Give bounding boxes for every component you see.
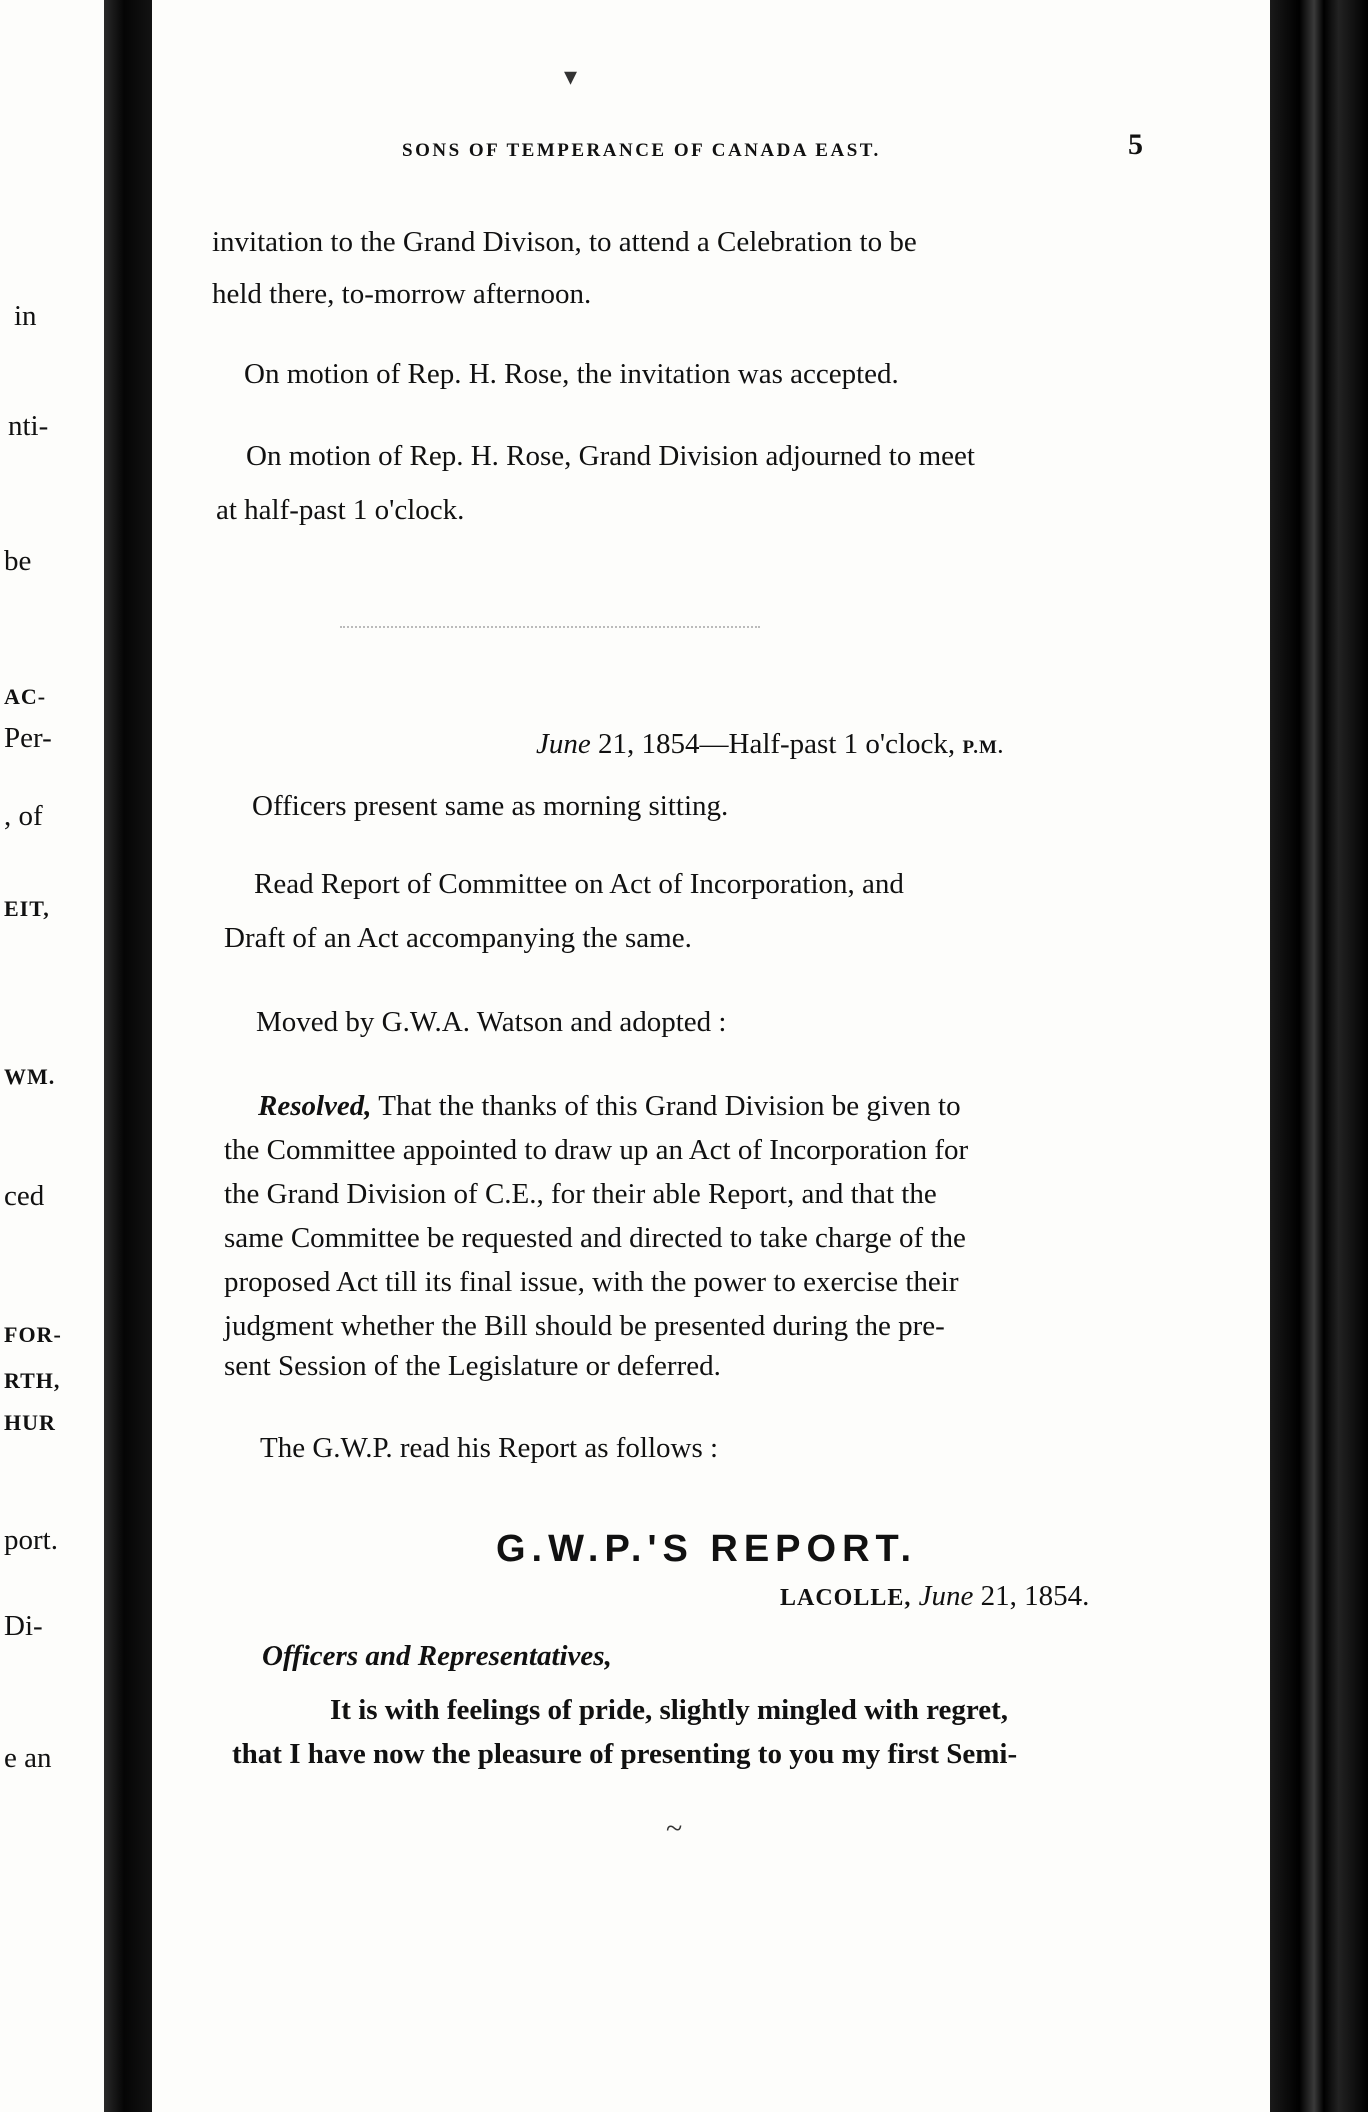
paragraph-line: Draft of an Act accompanying the same. [224, 922, 692, 954]
resolution-text: That the thanks of this Grand Division be given to [371, 1090, 961, 1122]
resolved-word: Resolved, [258, 1090, 372, 1122]
left-fragment: ced [4, 1180, 45, 1212]
book-spine-shadow [104, 0, 154, 2112]
left-fragment: FOR- [4, 1322, 62, 1347]
paragraph-line: the Grand Division of C.E., for their able Report, and that the [224, 1178, 937, 1210]
resolution-first-line [258, 1084, 961, 1128]
paragraph-line: On motion of Rep. H. Rose, the invitation was accepted. [244, 358, 899, 390]
section-divider [340, 626, 760, 628]
dateline-month: June [918, 1580, 974, 1612]
dateline-place: LACOLLE, [780, 1585, 912, 1611]
session-pm: P.M. [962, 737, 1004, 758]
paragraph-line: that I have now the pleasure of presenting to you my first Semi- [232, 1738, 1018, 1770]
page-number: 5 [1128, 128, 1143, 161]
left-fragment: RTH, [4, 1368, 61, 1393]
left-fragment: , of [4, 800, 43, 832]
paragraph-line: the Committee appointed to draw up an Act of Incorporation for [224, 1134, 969, 1166]
left-fragment: AC- [4, 684, 47, 709]
report-dateline [780, 1580, 1089, 1613]
paragraph-line: sent Session of the Legislature or deferred. [224, 1350, 721, 1382]
left-fragment: be [4, 545, 32, 577]
paragraph-line: at half-past 1 o'clock. [216, 494, 465, 526]
left-fragment: WM. [4, 1064, 56, 1089]
paragraph-line: Moved by G.W.A. Watson and adopted : [256, 1006, 727, 1038]
left-fragment: nti- [8, 410, 49, 442]
left-fragment: Di- [4, 1610, 43, 1642]
paragraph-line: The G.W.P. read his Report as follows : [260, 1432, 719, 1464]
paragraph-line: proposed Act till its final issue, with the power to exercise their [224, 1266, 959, 1298]
left-fragment: in [14, 300, 37, 332]
left-fragment: HUR [4, 1410, 56, 1435]
dateline-date: 21, 1854. [973, 1580, 1090, 1612]
left-fragment: EIT, [4, 896, 50, 921]
running-head: SONS OF TEMPERANCE OF CANADA EAST. [402, 140, 881, 161]
ink-flourish: ~ [666, 1812, 683, 1845]
left-fragment: port. [4, 1524, 58, 1556]
paragraph-line: judgment whether the Bill should be presented during the pre- [224, 1310, 945, 1342]
left-fragment: e an [4, 1742, 52, 1774]
left-fragment: Per- [4, 722, 52, 754]
session-date-month: June [536, 728, 591, 760]
paragraph-line: Officers present same as morning sitting. [252, 790, 729, 822]
session-dateline [536, 722, 1004, 770]
paragraph-line: On motion of Rep. H. Rose, Grand Division adjourned to meet [246, 440, 975, 472]
paragraph-line: Read Report of Committee on Act of Incorporation, and [254, 868, 904, 900]
report-heading: G.W.P.'S REPORT. [496, 1528, 918, 1570]
ink-speck: ▾ [564, 62, 578, 91]
session-date-text: 21, 1854—Half-past 1 o'clock, [590, 728, 963, 760]
paragraph-line: held there, to-morrow afternoon. [212, 278, 592, 310]
left-page-fragments [0, 0, 100, 2112]
salutation: Officers and Representatives, [262, 1640, 612, 1672]
paragraph-line: same Committee be requested and directed to take charge of the [224, 1222, 966, 1254]
paragraph-line: It is with feelings of pride, slightly mingled with regret, [330, 1694, 1008, 1726]
right-page-edges [1270, 0, 1368, 2112]
paragraph-line: invitation to the Grand Divison, to attend a Celebration to be [212, 226, 917, 258]
book-page [152, 0, 1270, 2112]
